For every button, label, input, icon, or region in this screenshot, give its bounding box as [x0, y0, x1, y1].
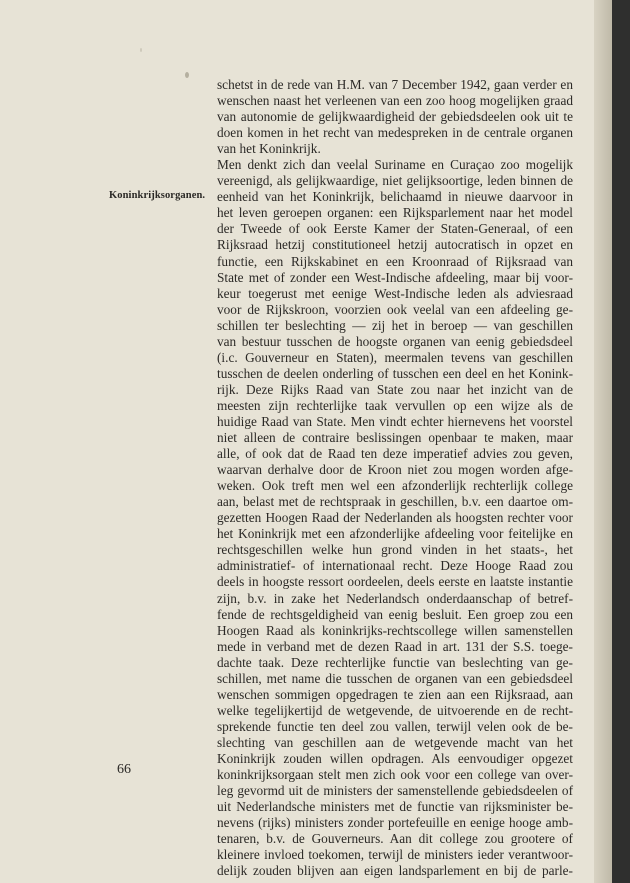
text-line: uit Nederlandsche ministers met de functie van rijksminister be-	[217, 799, 573, 815]
text-line: slechting van geschillen aan de wetgevende macht van het	[217, 734, 573, 750]
text-line: aan, belast met de rechtspraak in geschillen, b.v. een daartoe om-	[217, 494, 573, 510]
text-line: zijn, b.v. in zake het Nederlandsch onderdaanschap of betref-	[217, 590, 573, 606]
text-line: functie, een Rijkskabinet en een Kroonraad of Rijksraad van	[217, 253, 573, 269]
text-line: administratief- of internationaal recht. Deze Hooge Raad zou	[217, 558, 573, 574]
text-line: het Koninkrijk met een afzonderlijke afdeeling voor feitelijke en	[217, 526, 573, 542]
text-line: huidige Raad van State. Men vindt echter hiernevens het voorstel	[217, 413, 573, 429]
text-line: dachte taak. Deze rechterlijke functie van beslechting van ge-	[217, 654, 573, 670]
text-line: waarvan derhalve door de Kroon niet zou mogen worden afge-	[217, 462, 573, 478]
text-line: deels in hoogste ressort oordeelen, deels eerste en laatste instantie	[217, 574, 573, 590]
text-line: Hoogen Raad als koninkrijks-rechtscollege willen samenstellen	[217, 622, 573, 638]
text-line: weken. Ook treft men wel een afzonderlijk rechterlijk college	[217, 478, 573, 494]
text-line: State met of zonder een West-Indische afdeeling, maar bij voor-	[217, 269, 573, 285]
body-text	[217, 77, 573, 879]
text-line: kleinere invloed toekomen, terwijl de ministers ieder verantwoor-	[217, 847, 573, 863]
text-line: Koninkrijk zouden willen opdragen. Als eenvoudiger opgezet	[217, 750, 573, 766]
text-line: tusschen de deelen onderling of tusschen een deel en het Konink-	[217, 365, 573, 381]
text-line: rechtsgeschillen welke hun grond vinden in het staats-, het	[217, 542, 573, 558]
ink-mark	[140, 48, 142, 52]
text-line: welke tegelijkertijd de wetgevende, de uitvoerende en de recht-	[217, 702, 573, 718]
text-line: eenheid van het Koninkrijk, belichaamd in nieuwe daarvoor in	[217, 189, 573, 205]
text-line: rijk. Deze Rijks Raad van State zou naar het inzicht van de	[217, 381, 573, 397]
text-line: Rijksraad hetzij constitutioneel hetzij autocratisch in opzet en	[217, 237, 573, 253]
text-line: keur toegerust met eenige West-Indische leden als adviesraad	[217, 285, 573, 301]
text-line: sprekende functie ten deel zou vallen, terwijl velen ook de be-	[217, 718, 573, 734]
text-line: vereenigd, als gelijkwaardige, niet gelijksoortige, leden binnen de	[217, 173, 573, 189]
text-line: koninkrijksorgaan stelt men zich ook voor een college van over-	[217, 767, 573, 783]
text-line: leg gevormd uit de ministers der samenstellende gebiedsdeelen of	[217, 783, 573, 799]
page-number: 66	[117, 762, 131, 777]
margin-heading: Koninkrijksorganen.	[109, 190, 206, 201]
text-line: van bestuur tusschen de hoogste organen van eenig gebiedsdeel	[217, 333, 573, 349]
text-line: wenschen naast het verleenen van een zoo hoog mogelijken graad	[217, 93, 573, 109]
text-line: doen komen in het recht van medespreken in de centrale organen	[217, 125, 573, 141]
text-line: mede in verband met de dezen Raad in art. 131 der S.S. toege-	[217, 638, 573, 654]
text-line: van het Koninkrijk.	[217, 141, 321, 157]
text-line: tenaren, b.v. de Gouverneurs. Aan dit college zou grootere of	[217, 831, 573, 847]
text-line: Men denkt zich dan veelal Suriname en Curaçao zoo mogelijk	[217, 157, 573, 173]
text-line: der Tweede of ook Eerste Kamer der Staten-Generaal, of een	[217, 221, 573, 237]
text-line: van autonomie de gelijkwaardigheid der gebiedsdeelen ook uit te	[217, 109, 573, 125]
page-gutter-shadow	[594, 0, 612, 883]
text-line: voor de Rijkskroon, voorzien ook veelal van een afdeeling ge-	[217, 301, 573, 317]
text-line: meesten zijn rechterlijke taak vervullen op een wijze als de	[217, 397, 573, 413]
ink-mark	[185, 72, 189, 78]
text-line: (i.c. Gouverneur en Staten), meermalen tevens van geschillen	[217, 349, 573, 365]
text-line: schetst in de rede van H.M. van 7 December 1942, gaan verder en	[217, 77, 573, 92]
text-line: schillen, met name die tusschen de organen van een gebiedsdeel	[217, 670, 573, 686]
text-line: alle, of ook dat de Raad ten deze imperatief advies zou geven,	[217, 446, 573, 462]
text-line: nevens (rijks) ministers zonder portefeuille en eenige hooge amb-	[217, 815, 573, 831]
book-edge	[612, 0, 630, 883]
text-line: niet alleen de contraire beslissingen openbaar te maken, maar	[217, 430, 573, 446]
text-line: schillen ter beslechting — zij het in beroep — van geschillen	[217, 317, 573, 333]
text-line: gezetten Hoogen Raad der Nederlanden als hoogsten rechter voor	[217, 510, 573, 526]
text-line: delijk zouden blijven aan eigen landsparlement en bij de parle-	[217, 863, 573, 879]
text-line: wenschen sommigen opgedragen te zien aan een Rijksraad, aan	[217, 686, 573, 702]
text-line: het leven geroepen organen: een Rijksparlement naar het model	[217, 205, 573, 221]
text-line: fende de rechtsgeldigheid van eenig besluit. Een groep zou een	[217, 606, 573, 622]
